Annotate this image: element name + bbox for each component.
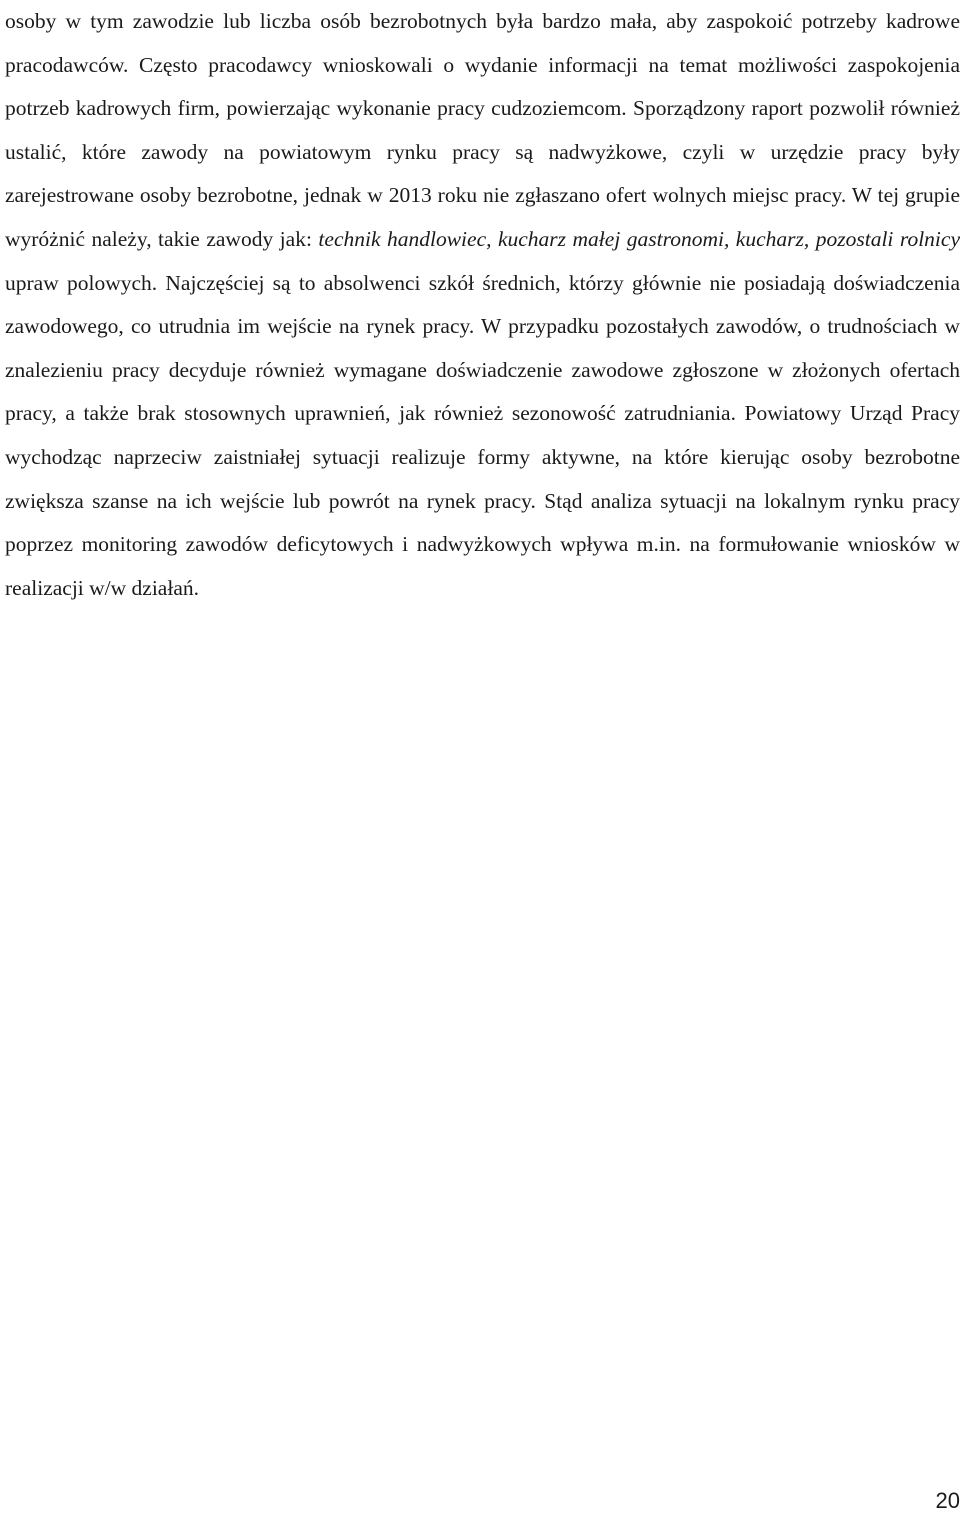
body-paragraph — [5, 0, 960, 610]
paragraph-text-part-2: upraw polowych. Najczęściej są to absolwenci szkół średnich, którzy głównie nie posiadają doświadczenia zawodowego, co utrudnia im wejście na rynek pracy. W przypadku pozostałych zawodów, o trudnościach w znalezieniu pracy decyduje również wymagane doświadczenie zawodowe zgłoszone w złożonych ofertach pracy, a także brak stosownych uprawnień, jak również sezonowość zatrudniania. Powiatowy Urząd Pracy wychodząc naprzeciw zaistniałej sytuacji realizuje formy aktywne, na które kierując osoby bezrobotne zwiększa szanse na ich wejście lub powrót na rynek pracy. Stąd analiza sytuacji na lokalnym rynku pracy poprzez monitoring zawodów deficytowych i nadwyżkowych wpływa m.in. na formułowanie wniosków w realizacji w/w działań. — [5, 270, 960, 600]
page-number: 20 — [935, 1488, 960, 1513]
italic-professions-list: technik handlowiec, kucharz małej gastronomi, kucharz, pozostali rolnicy — [318, 226, 960, 251]
paragraph-text-part-1: osoby w tym zawodzie lub liczba osób bezrobotnych była bardzo mała, aby zaspokoić potrzeby kadrowe pracodawców. Często pracodawcy wnioskowali o wydanie informacji na temat możliwości zaspokojenia potrzeb kadrowych firm, powierzając wykonanie pracy cudzoziemcom. Sporządzony raport pozwolił również ustalić, które zawody na powiatowym rynku pracy są nadwyżkowe, czyli w urzędzie pracy były zarejestrowane osoby bezrobotne, jednak w 2013 roku nie zgłaszano ofert wolnych miejsc pracy. W tej grupie wyróżnić należy, takie zawody jak: — [5, 9, 960, 251]
